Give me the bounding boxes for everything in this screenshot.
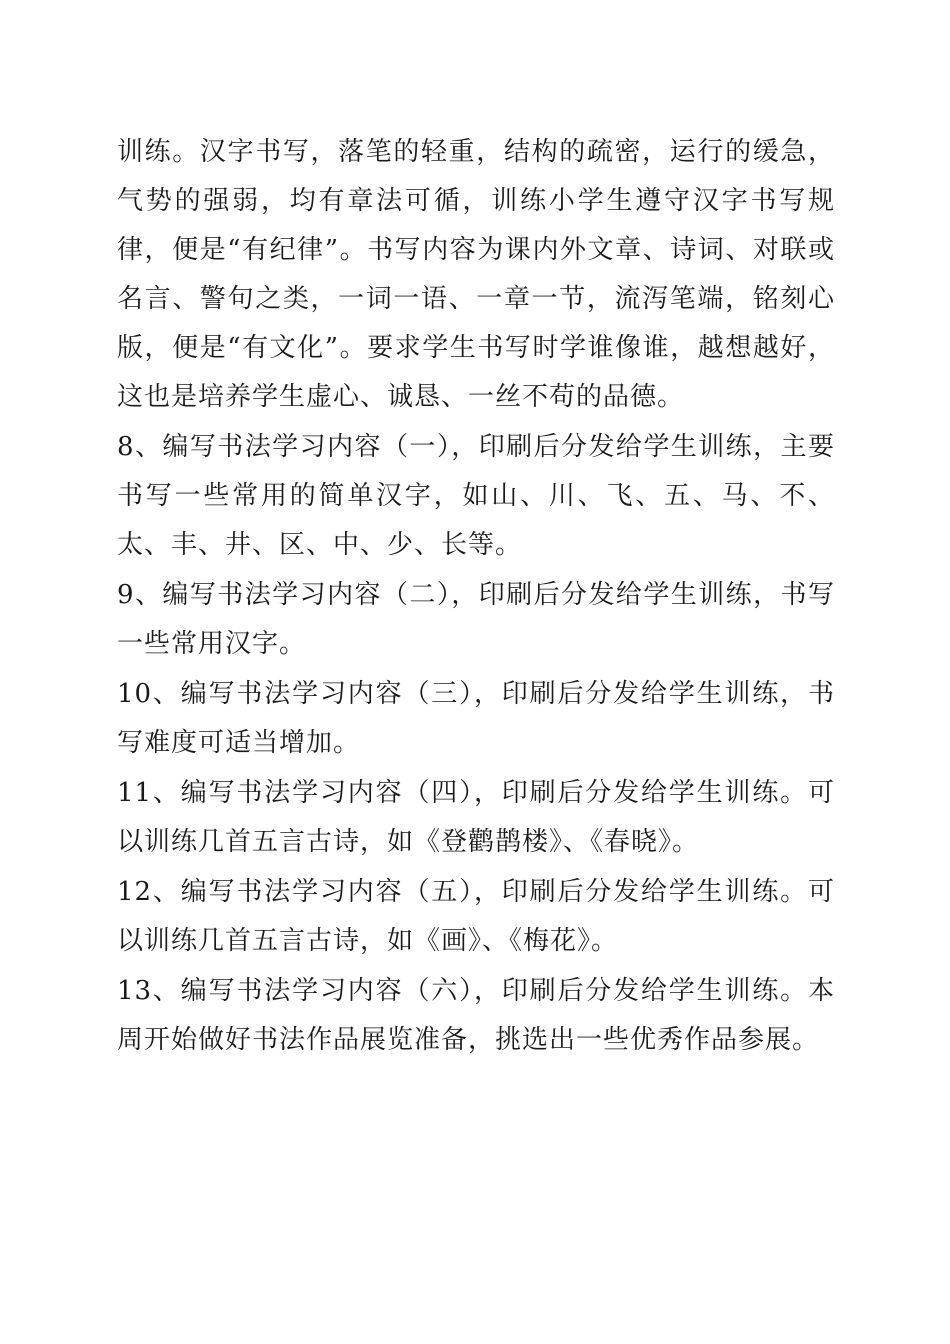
paragraph-item-13: 13、编写书法学习内容（六），印刷后分发给学生训练。本周开始做好书法作品展览准备，挑选出一些优秀作品参展。 — [117, 976, 835, 1055]
paragraph-item-9: 9、编写书法学习内容（二），印刷后分发给学生训练，书写一些常用汉字。 — [117, 580, 835, 659]
paragraph-item-8: 8、编写书法学习内容（一），印刷后分发给学生训练，主要书写一些常用的简单汉字，如山、川、飞、五、马、不、太、丰、井、区、中、少、长等。 — [117, 432, 835, 560]
paragraph-item-12: 12、编写书法学习内容（五），印刷后分发给学生训练。可以训练几首五言古诗，如《画》、《梅花》。 — [117, 877, 835, 956]
paragraph-item-11: 11、编写书法学习内容（四），印刷后分发给学生训练。可以训练几首五言古诗，如《登鹳鹊楼》、《春晓》。 — [117, 778, 835, 857]
document-body — [117, 128, 835, 1065]
paragraph-continuation: 训练。汉字书写，落笔的轻重，结构的疏密，运行的缓急，气势的强弱，均有章法可循，训练小学生遵守汉字书写规律，便是“有纪律”。书写内容为课内外文章、诗词、对联或名言、警句之类，一词一语、一章一节，流泻笔端，铭刻心版，便是“有文化”。要求学生书写时学谁像谁，越想越好，这也是培养学生虚心、诚恳、一丝不苟的品德。 — [117, 137, 835, 412]
paragraph-item-10: 10、编写书法学习内容（三），印刷后分发给学生训练，书写难度可适当增加。 — [117, 679, 835, 758]
